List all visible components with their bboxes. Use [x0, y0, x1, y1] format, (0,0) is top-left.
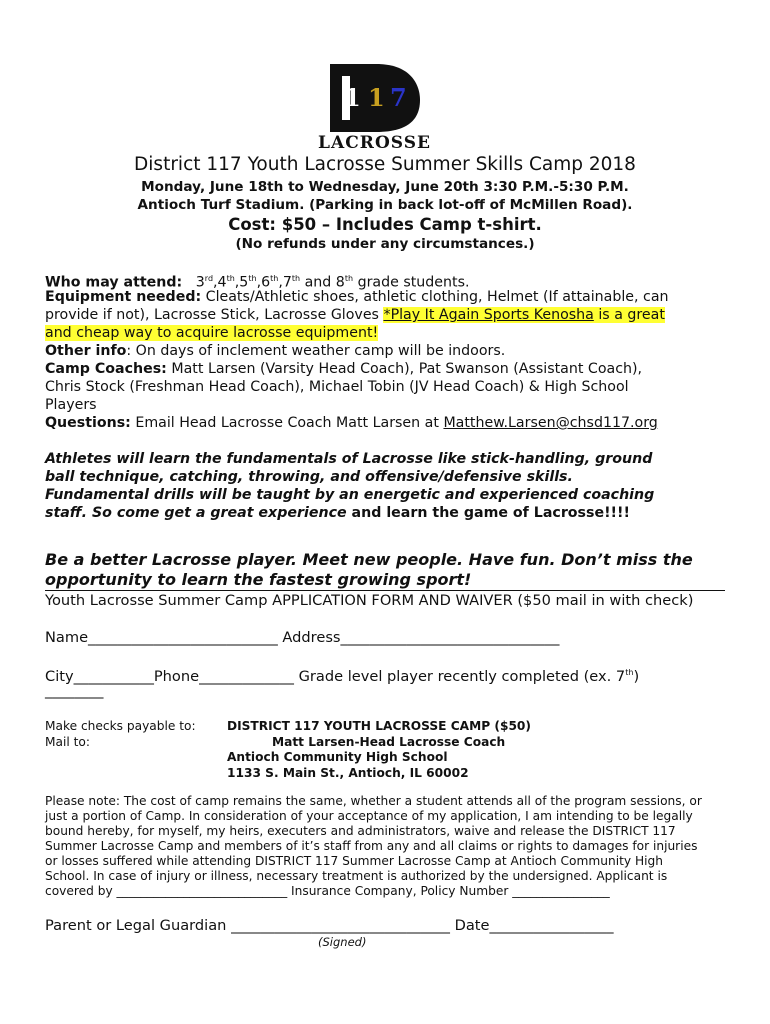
pitch-line-4: staff. So come get a great experience and learn the game of Lacrosse!!!!	[45, 505, 630, 521]
logo-digit-3: 7	[390, 83, 407, 112]
other-info: Other info: On days of inclement weather camp will be indoors.	[45, 343, 506, 359]
pitch-line-3: Fundamental drills will be taught by an energetic and experienced coaching	[45, 487, 655, 503]
camp-coaches: Camp Coaches: Matt Larsen (Varsity Head Coach), Pat Swanson (Assistant Coach),	[45, 361, 643, 377]
mail-address-line-1: Matt Larsen-Head Lacrosse Coach	[272, 735, 506, 749]
waiver-line-6: School. In case of injury or illness, necessary treatment is authorized by the undersigned. Applicant is	[45, 869, 668, 883]
equipment-needed: Equipment needed: Cleats/Athletic shoes, athletic clothing, Helmet (If attainable, can	[45, 289, 669, 305]
logo-digit-2: 1	[368, 83, 385, 112]
equipment-line-3: and cheap way to acquire lacrosse equipment!	[45, 325, 379, 341]
district-117-lacrosse-logo	[316, 60, 434, 152]
mail-address-line-3: 1133 S. Main St., Antioch, IL 60002	[227, 766, 469, 780]
pitch-line-1: Athletes will learn the fundamentals of Lacrosse like stick-handling, ground	[45, 451, 653, 467]
waiver-line-4: Summer Lacrosse Camp and members of it’s staff from any and all claims or rights to damages for injuries	[45, 839, 698, 853]
mail-address-line-2: Antioch Community High School	[227, 750, 448, 764]
camp-cost: Cost: $50 – Includes Camp t-shirt.	[228, 215, 542, 234]
coaches-label: Camp Coaches:	[45, 361, 167, 377]
equipment-label: Equipment needed:	[45, 289, 202, 305]
form-heading: Youth Lacrosse Summer Camp APPLICATION FORM AND WAIVER ($50 mail in with check)	[45, 592, 694, 609]
logo-digit-1: 1	[344, 83, 361, 112]
refund-policy: (No refunds under any circumstances.)	[235, 236, 535, 252]
equipment-line-2: provide if not), Lacrosse Stick, Lacrosse Gloves *Play It Again Sports Kenosha is a great	[45, 307, 665, 323]
camp-coaches-line-2: Chris Stock (Freshman Head Coach), Michael Tobin (JV Head Coach) & High School	[45, 379, 629, 395]
page-title: District 117 Youth Lacrosse Summer Skills Camp 2018	[134, 154, 636, 175]
city-phone-grade-row[interactable]: City___________Phone_____________ Grade level player recently completed (ex. 7th)	[45, 667, 640, 685]
grade-blank[interactable]: ________	[45, 682, 104, 699]
who-may-attend: Who may attend: 3rd,4th,5th,6th,7th and 8th grade students.	[45, 274, 470, 291]
pitch-line-2: ball technique, catching, throwing, and offensive/defensive skills.	[45, 469, 573, 485]
other-info-label: Other info	[45, 343, 127, 359]
make-checks-label: Make checks payable to:	[45, 719, 196, 733]
name-address-row[interactable]: Name__________________________ Address______________________________	[45, 629, 560, 646]
waiver-line-1: Please note: The cost of camp remains the same, whether a student attends all of the program sessions, or	[45, 794, 702, 808]
logo-d-shape	[316, 60, 434, 152]
logo-wordmark: LACROSSE	[318, 133, 430, 152]
questions: Questions: Email Head Lacrosse Coach Matt Larsen at Matthew.Larsen@chsd117.org	[45, 415, 658, 431]
payee-name: DISTRICT 117 YOUTH LACROSSE CAMP ($50)	[227, 719, 531, 733]
camp-coaches-line-3: Players	[45, 397, 97, 413]
who-label: Who may attend:	[45, 274, 183, 291]
signature-date-row[interactable]: Parent or Legal Guardian ______________________________ Date_________________	[45, 917, 614, 934]
coach-email-link[interactable]: Matthew.Larsen@chsd117.org	[443, 415, 658, 431]
mail-to-label: Mail to:	[45, 735, 90, 749]
questions-label: Questions:	[45, 415, 131, 431]
signed-caption: (Signed)	[318, 935, 367, 949]
waiver-line-3: bound hereby, for myself, my heirs, executers and administrators, waive and release the DISTRICT 117	[45, 824, 676, 838]
camp-dates: Monday, June 18th to Wednesday, June 20th 3:30 P.M.-5:30 P.M.	[141, 179, 629, 195]
play-it-again-sports-link[interactable]: *Play It Again Sports Kenosha	[383, 307, 594, 323]
waiver-insurance-line[interactable]: covered by ____________________________ Insurance Company, Policy Number ________________	[45, 884, 610, 898]
tagline-line-1: Be a better Lacrosse player. Meet new people. Have fun. Don’t miss the	[45, 550, 693, 569]
waiver-line-5: or losses suffered while attending DISTRICT 117 Summer Lacrosse Camp at Antioch Community High	[45, 854, 663, 868]
camp-location: Antioch Turf Stadium. (Parking in back lot-off of McMillen Road).	[137, 197, 633, 213]
waiver-line-2: just a portion of Camp. In consideration of your acceptance of my application, I am intending to be legally	[45, 809, 693, 823]
tagline-line-2: opportunity to learn the fastest growing sport!	[45, 570, 725, 591]
